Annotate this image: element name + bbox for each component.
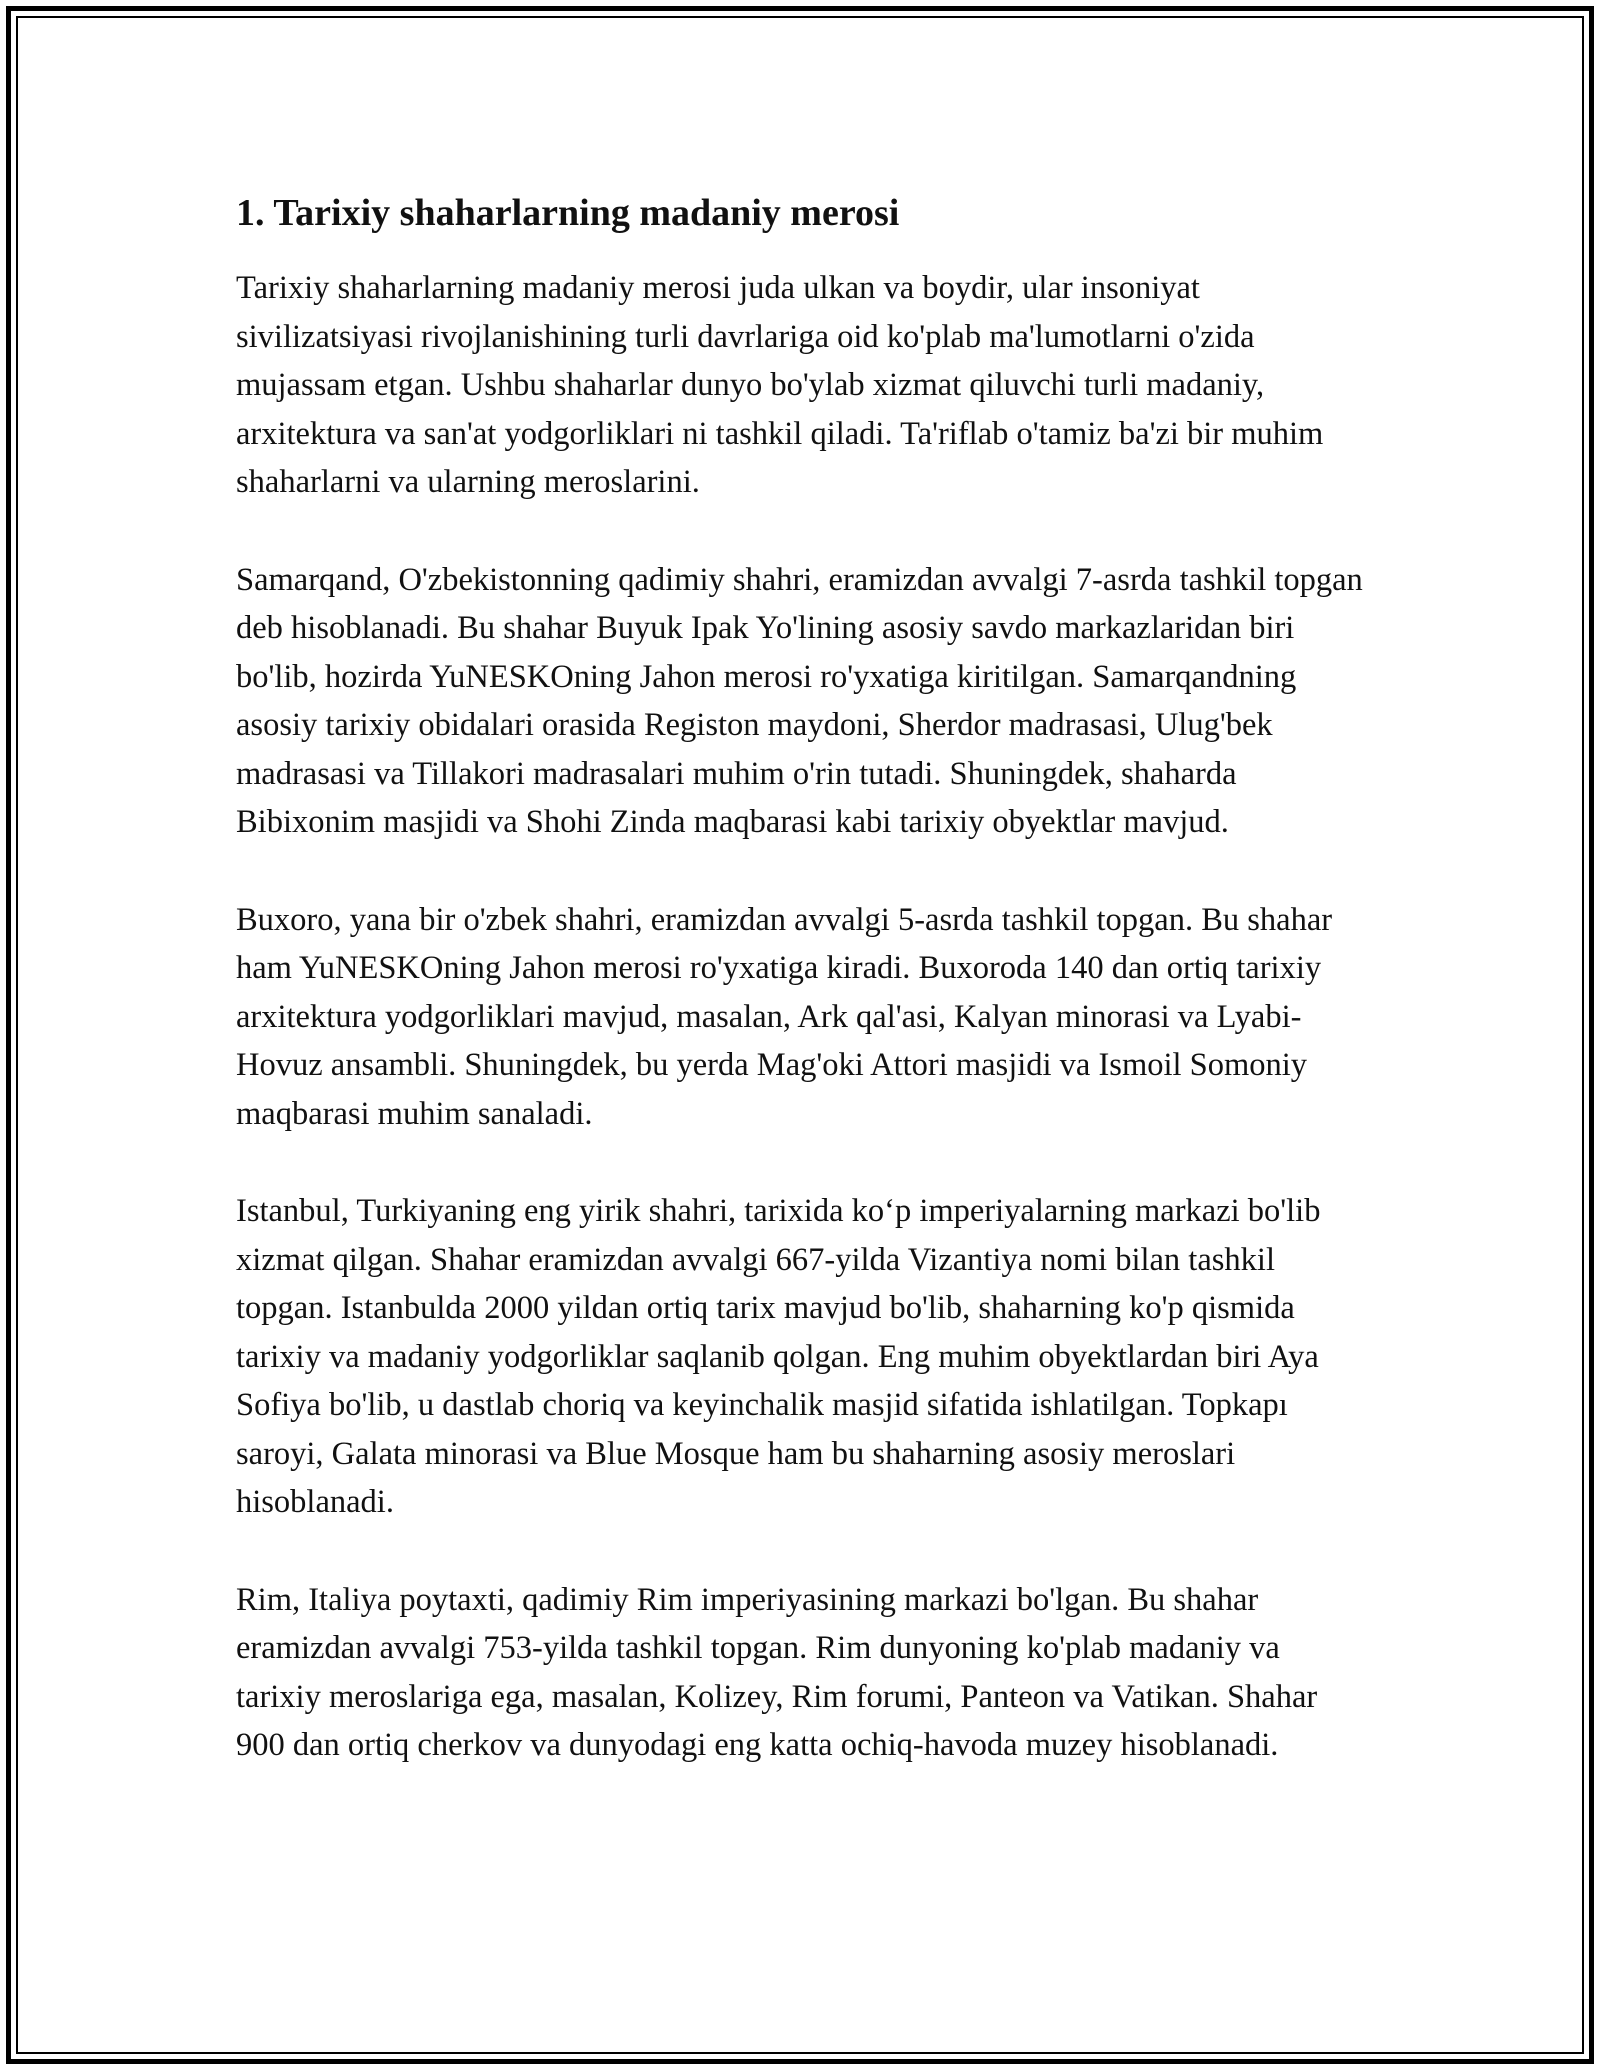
paragraph-intro: Tarixiy shaharlarning madaniy merosi juda ulkan va boydir, ular insoniyat sivilizatsiyasi rivojlanishining turli davrlariga oid ko'plab ma'lumotlarni o'zida mujassam etgan. Ushbu shaharlar dunyo bo'ylab xizmat qiluvchi turli madaniy, arxitektura va san'at yodgorliklari ni tashkil qiladi. Ta'riflab o'tamiz ba'zi bir muhim shaharlarni va ularning meroslarini. (236, 270, 1324, 500)
paragraph-istanbul: Istanbul, Turkiyaning eng yirik shahri, tarixida ko‘p imperiyalarning markazi bo'lib xizmat qilgan. Shahar eramizdan avvalgi 667-yilda Vizantiya nomi bilan tashkil topgan. Istanbulda 2000 yildan ortiq tarix mavjud bo'lib, shaharning ko'p qismida tarixiy va madaniy yodgorliklar saqlanib qolgan. Eng muhim obyektlardan biri Aya Sofiya bo'lib, u dastlab choriq va keyinchalik masjid sifatida ishlatilgan. Topkapı saroyi, Galata minorasi va Blue Mosque ham bu shaharning asosiy meroslari hisoblanadi. (236, 1193, 1321, 1520)
paragraph-samarqand: Samarqand, O'zbekistonning qadimiy shahri, eramizdan avvalgi 7-asrda tashkil topgan deb hisoblanadi. Bu shahar Buyuk Ipak Yo'lining asosiy savdo markazlaridan biri bo'lib, hozirda YuNESKOning Jahon merosi ro'yxatiga kiritilgan. Samarqandning asosiy tarixiy obidalari orasida Registon maydoni, Sherdor madrasasi, Ulug'bek madrasasi va Tillakori madrasalari muhim o'rin tutadi. Shuningdek, shaharda Bibixonim masjidi va Shohi Zinda maqbarasi kabi tarixiy obyektlar mavjud. (236, 561, 1363, 840)
section-heading: 1. Tarixiy shaharlarning madaniy merosi (236, 192, 900, 234)
paragraph-rim: Rim, Italiya poytaxti, qadimiy Rim imperiyasining markazi bo'lgan. Bu shahar eramizdan avvalgi 753-yilda tashkil topgan. Rim dunyoning ko'plab madaniy va tarixiy meroslariga ega, masalan, Kolizey, Rim forumi, Panteon va Vatikan. Shahar 900 dan ortiq cherkov va dunyodagi eng katta ochiq-havoda muzey hisoblanadi. (236, 1581, 1318, 1763)
document-body (236, 188, 1364, 1819)
paragraph-buxoro: Buxoro, yana bir o'zbek shahri, eramizdan avvalgi 5-asrda tashkil topgan. Bu shahar ham YuNESKOning Jahon merosi ro'yxatiga kiradi. Buxoroda 140 dan ortiq tarixiy arxitektura yodgorliklari mavjud, masalan, Ark qal'asi, Kalyan minorasi va Lyabi-Hovuz ansambli. Shuningdek, bu yerda Mag'oki Attori masjidi va Ismoil Somoniy maqbarasi muhim sanaladi. (236, 901, 1333, 1132)
